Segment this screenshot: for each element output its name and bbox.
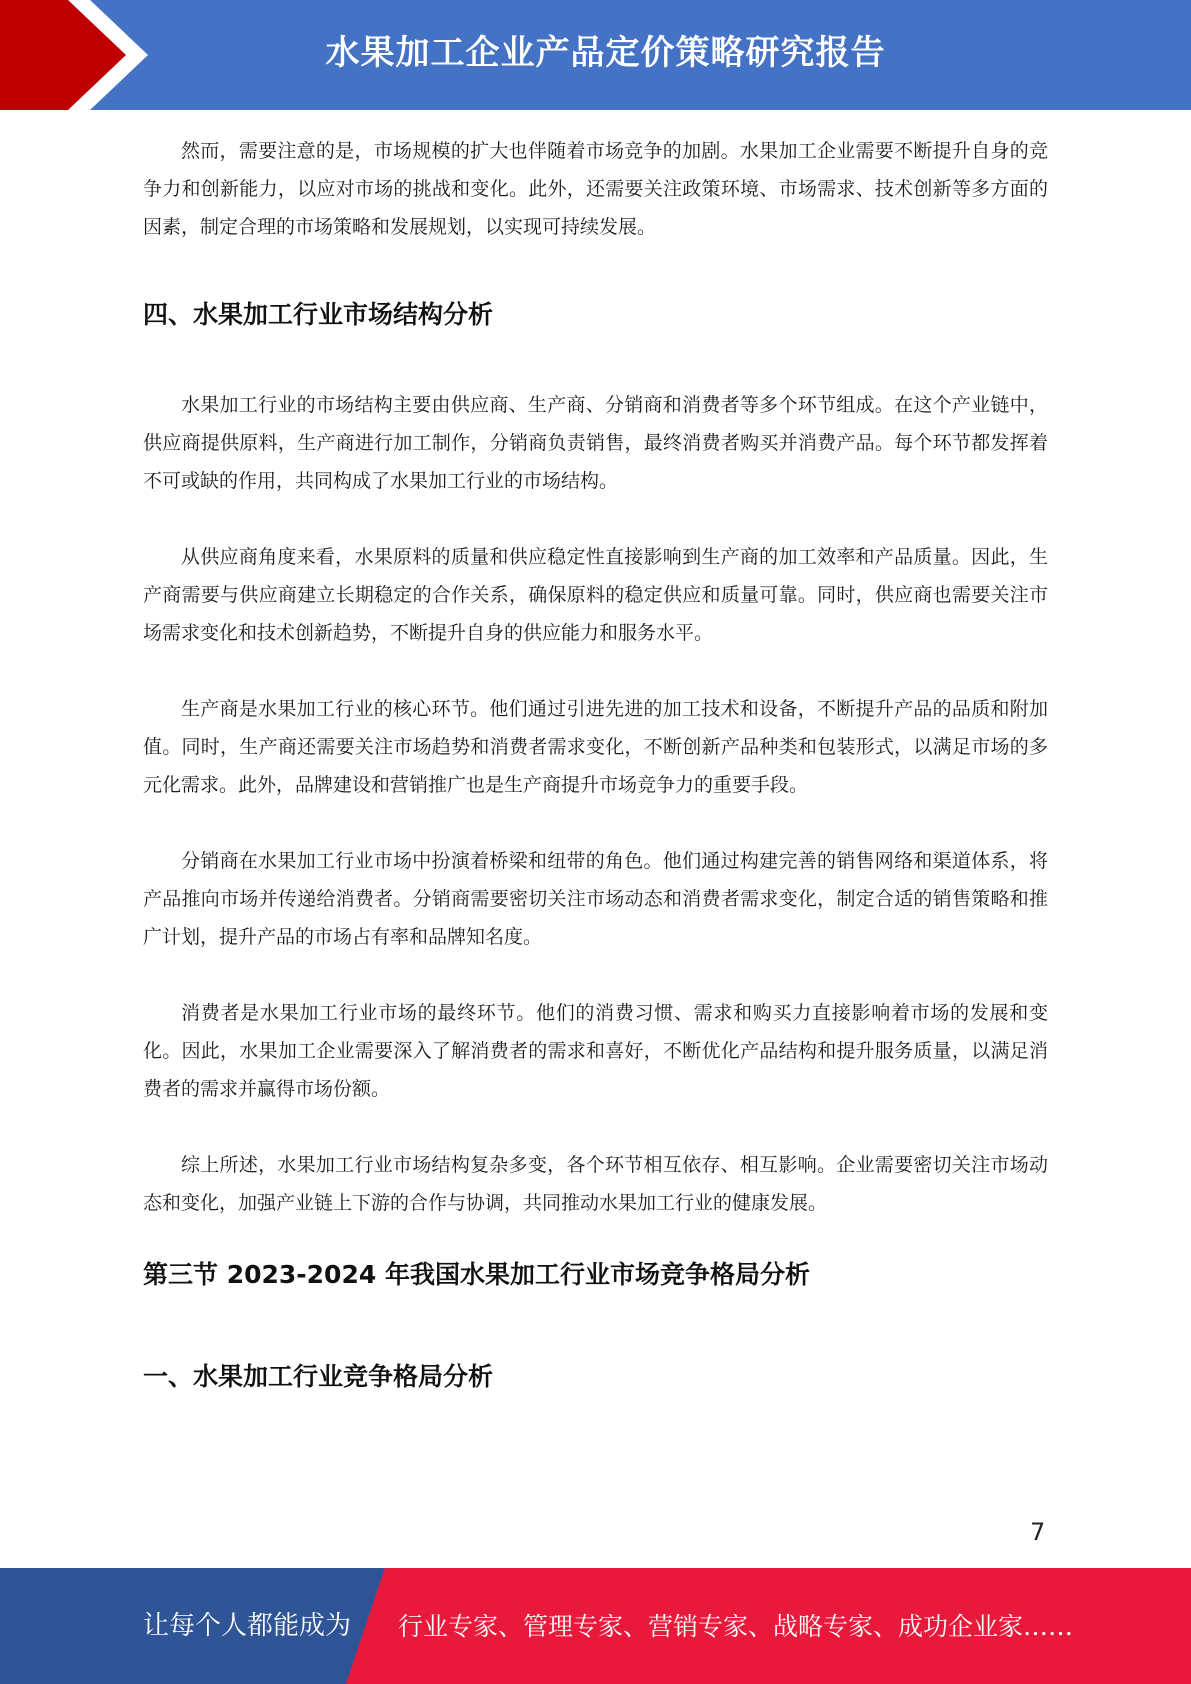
footer-slogan-right: 行业专家、管理专家、营销专家、战略专家、成功企业家…… — [398, 1612, 1074, 1641]
section-heading: 四、水果加工行业市场结构分析 — [143, 300, 494, 329]
paragraph: 消费者是水果加工行业市场的最终环节。他们的消费习惯、需求和购买力直接影响着市场的发展和变化。因此，水果加工企业需要深入了解消费者的需求和喜好，不断优化产品结构和提升服务质量，以满足消费者的需求并赢得市场份额。 — [143, 1002, 1048, 1100]
header-bar — [0, 0, 1191, 110]
paragraph: 然而，需要注意的是，市场规模的扩大也伴随着市场竞争的加剧。水果加工企业需要不断提升自身的竞争力和创新能力，以应对市场的挑战和变化。此外，还需要关注政策环境、市场需求、技术创新等多方面的因素，制定合理的市场策略和发展规划，以实现可持续发展。 — [143, 140, 1048, 238]
document-title: 水果加工企业产品定价策略研究报告 — [325, 33, 886, 73]
paragraph: 水果加工行业的市场结构主要由供应商、生产商、分销商和消费者等多个环节组成。在这个产业链中，供应商提供原料，生产商进行加工制作，分销商负责销售，最终消费者购买并消费产品。每个环节都发挥着不可或缺的作用，共同构成了水果加工行业的市场结构。 — [143, 394, 1048, 492]
paragraph: 分销商在水果加工行业市场中扮演着桥梁和纽带的角色。他们通过构建完善的销售网络和渠道体系，将产品推向市场并传递给消费者。分销商需要密切关注市场动态和消费者需求变化，制定合适的销售策略和推广计划，提升产品的市场占有率和品牌知名度。 — [143, 850, 1048, 948]
paragraph: 综上所述，水果加工行业市场结构复杂多变，各个环节相互依存、相互影响。企业需要密切关注市场动态和变化，加强产业链上下游的合作与协调，共同推动水果加工行业的健康发展。 — [143, 1154, 1048, 1214]
chapter-section-heading: 第三节 2023-2024 年我国水果加工行业市场竞争格局分析 — [143, 1260, 810, 1289]
page-number: 7 — [1030, 1518, 1046, 1546]
footer-bar — [0, 1568, 1191, 1684]
paragraph: 生产商是水果加工行业的核心环节。他们通过引进先进的加工技术和设备，不断提升产品的品质和附加值。同时，生产商还需要关注市场趋势和消费者需求变化，不断创新产品种类和包装形式，以满足市场的多元化需求。此外，品牌建设和营销推广也是生产商提升市场竞争力的重要手段。 — [143, 698, 1048, 796]
footer-slogan-left: 让每个人都能成为 — [143, 1611, 352, 1641]
section-heading: 一、水果加工行业竞争格局分析 — [143, 1362, 494, 1391]
paragraph: 从供应商角度来看，水果原料的质量和供应稳定性直接影响到生产商的加工效率和产品质量。因此，生产商需要与供应商建立长期稳定的合作关系，确保原料的稳定供应和质量可靠。同时，供应商也需要关注市场需求变化和技术创新趋势，不断提升自身的供应能力和服务水平。 — [143, 546, 1048, 644]
page-content — [143, 132, 1048, 1394]
